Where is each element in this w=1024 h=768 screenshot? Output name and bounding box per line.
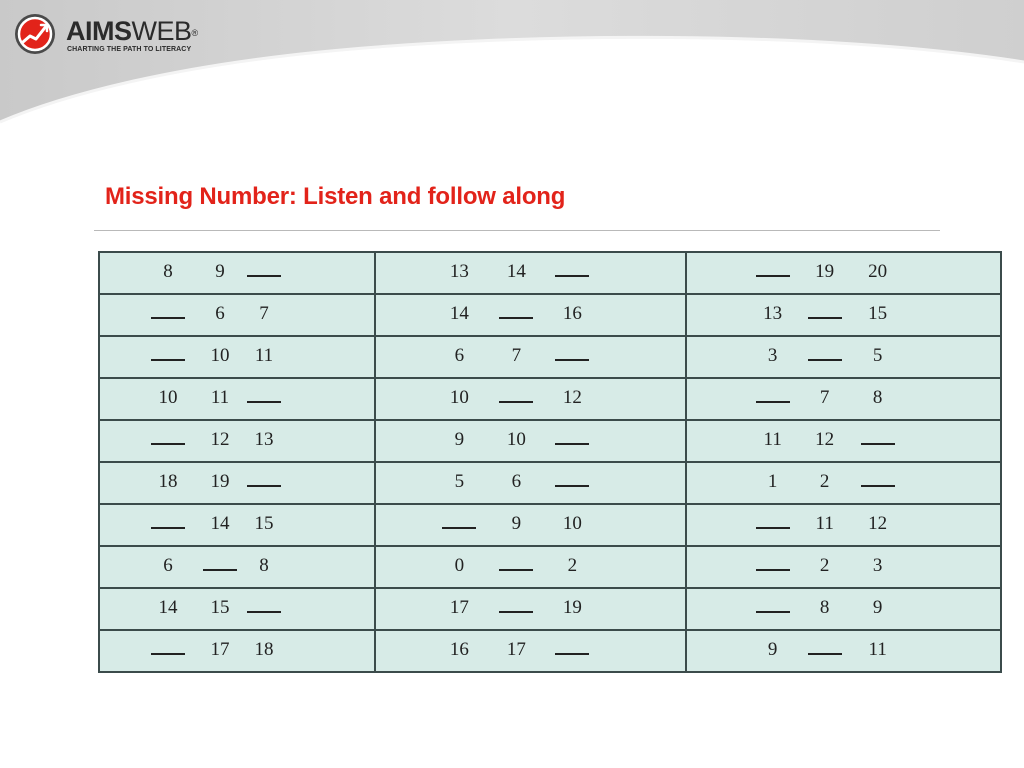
number-value: 17: [506, 638, 526, 660]
missing-number-blank: [499, 317, 533, 319]
missing-number-blank: [756, 611, 790, 613]
number-value: 9: [511, 512, 522, 534]
missing-number-blank: [555, 485, 589, 487]
number-value: 10: [158, 386, 178, 408]
missing-number-blank: [499, 611, 533, 613]
number-value: 8: [163, 260, 173, 282]
grid-row: [99, 294, 1001, 336]
grid-cell: [99, 462, 375, 504]
number-value: 13: [254, 428, 274, 450]
grid-cell: [686, 336, 1001, 378]
number-value: 11: [763, 428, 782, 450]
slide-title: Missing Number: Listen and follow along: [105, 183, 566, 210]
grid-row: [99, 504, 1001, 546]
missing-number-blank: [555, 653, 589, 655]
grid-cell: [375, 588, 685, 630]
brand-name: [66, 16, 198, 46]
number-value: 5: [454, 470, 465, 492]
grid-cell: [375, 420, 685, 462]
number-value: 14: [449, 302, 469, 324]
grid-row: [99, 462, 1001, 504]
grid-cell: [99, 294, 375, 336]
number-value: 0: [454, 554, 465, 576]
missing-number-blank: [247, 611, 281, 613]
grid-cell: [99, 504, 375, 546]
number-value: 11: [254, 344, 274, 366]
number-value: 16: [562, 302, 582, 324]
grid-cell: [375, 294, 685, 336]
brand-tagline: CHARTING THE PATH TO LITERACY: [67, 46, 192, 53]
missing-number-blank: [151, 359, 185, 361]
grid-row: [99, 546, 1001, 588]
number-value: 3: [872, 554, 883, 576]
grid-cell: [686, 588, 1001, 630]
number-value: 15: [254, 512, 274, 534]
grid-cell: [99, 546, 375, 588]
missing-number-blank: [151, 443, 185, 445]
missing-number-blank: [861, 485, 895, 487]
grid-cell: [686, 378, 1001, 420]
number-value: 8: [819, 596, 830, 618]
number-value: 13: [449, 260, 469, 282]
number-value: 10: [449, 386, 469, 408]
missing-number-blank: [808, 317, 842, 319]
number-value: 19: [562, 596, 582, 618]
grid-cell: [375, 630, 685, 672]
missing-number-blank: [555, 275, 589, 277]
missing-number-blank: [247, 275, 281, 277]
number-value: 12: [562, 386, 582, 408]
grid-cell: [375, 378, 685, 420]
missing-number-blank: [247, 485, 281, 487]
missing-number-blank: [151, 317, 185, 319]
missing-number-blank: [151, 653, 185, 655]
number-value: 2: [819, 470, 830, 492]
number-value: 12: [868, 512, 888, 534]
grid-cell: [686, 420, 1001, 462]
number-value: 18: [254, 638, 274, 660]
missing-number-blank: [756, 527, 790, 529]
number-value: 7: [819, 386, 830, 408]
grid-row: [99, 588, 1001, 630]
aimsweb-logo-icon: [14, 12, 58, 56]
missing-number-blank: [756, 275, 790, 277]
number-value: 6: [163, 554, 173, 576]
number-value: 9: [872, 596, 883, 618]
grid-cell: [99, 588, 375, 630]
title-divider: [94, 230, 940, 231]
number-value: 8: [259, 554, 269, 576]
grid-row: [99, 378, 1001, 420]
grid-cell: [686, 546, 1001, 588]
grid-cell: [686, 252, 1001, 294]
grid-cell: [99, 252, 375, 294]
missing-number-blank: [808, 359, 842, 361]
number-value: 7: [511, 344, 522, 366]
number-value: 18: [158, 470, 178, 492]
grid-cell: [375, 462, 685, 504]
grid-cell: [99, 630, 375, 672]
number-value: 16: [449, 638, 469, 660]
missing-number-blank: [555, 443, 589, 445]
brand-name-light: WEB: [131, 16, 192, 46]
number-value: 10: [562, 512, 582, 534]
grid-cell: [375, 546, 685, 588]
grid-cell: [686, 630, 1001, 672]
grid-cell: [99, 420, 375, 462]
number-value: 12: [210, 428, 230, 450]
grid-row: [99, 420, 1001, 462]
number-value: 9: [767, 638, 778, 660]
number-value: 14: [210, 512, 230, 534]
number-value: 14: [158, 596, 178, 618]
number-value: 20: [868, 260, 888, 282]
number-value: 13: [763, 302, 783, 324]
number-value: 5: [872, 344, 883, 366]
number-value: 19: [815, 260, 835, 282]
number-value: 15: [868, 302, 888, 324]
number-value: 1: [767, 470, 778, 492]
number-value: 9: [454, 428, 465, 450]
number-value: 6: [454, 344, 465, 366]
number-value: 11: [868, 638, 887, 660]
missing-number-blank: [861, 443, 895, 445]
missing-number-blank: [442, 527, 476, 529]
missing-number-grid: [98, 251, 1002, 673]
number-value: 2: [567, 554, 578, 576]
grid-cell: [686, 462, 1001, 504]
number-value: 15: [210, 596, 230, 618]
number-value: 17: [210, 638, 230, 660]
missing-number-blank: [499, 569, 533, 571]
number-value: 6: [215, 302, 225, 324]
number-value: 3: [767, 344, 778, 366]
number-value: 12: [815, 428, 835, 450]
registered-mark: ®: [191, 28, 198, 38]
grid-cell: [686, 504, 1001, 546]
number-value: 9: [215, 260, 225, 282]
number-value: 14: [506, 260, 526, 282]
number-value: 17: [449, 596, 469, 618]
missing-number-blank: [756, 569, 790, 571]
number-value: 11: [815, 512, 834, 534]
missing-number-blank: [808, 653, 842, 655]
number-value: 10: [210, 344, 230, 366]
missing-number-blank: [203, 569, 237, 571]
brand-name-bold: AIMS: [66, 16, 132, 46]
aimsweb-logo: [14, 12, 314, 56]
number-value: 19: [210, 470, 230, 492]
number-value: 6: [511, 470, 522, 492]
missing-number-blank: [247, 401, 281, 403]
grid-cell: [375, 252, 685, 294]
grid-cell: [99, 378, 375, 420]
grid-cell: [375, 336, 685, 378]
missing-number-blank: [499, 401, 533, 403]
missing-number-blank: [151, 527, 185, 529]
grid-cell: [375, 504, 685, 546]
grid-row: [99, 252, 1001, 294]
grid-body: [99, 252, 1001, 672]
grid-cell: [99, 336, 375, 378]
grid-row: [99, 630, 1001, 672]
grid-row: [99, 336, 1001, 378]
missing-number-blank: [756, 401, 790, 403]
number-value: 11: [210, 386, 230, 408]
number-value: 7: [259, 302, 269, 324]
missing-number-blank: [555, 359, 589, 361]
number-value: 8: [872, 386, 883, 408]
number-value: 10: [506, 428, 526, 450]
grid-cell: [686, 294, 1001, 336]
number-value: 2: [819, 554, 830, 576]
